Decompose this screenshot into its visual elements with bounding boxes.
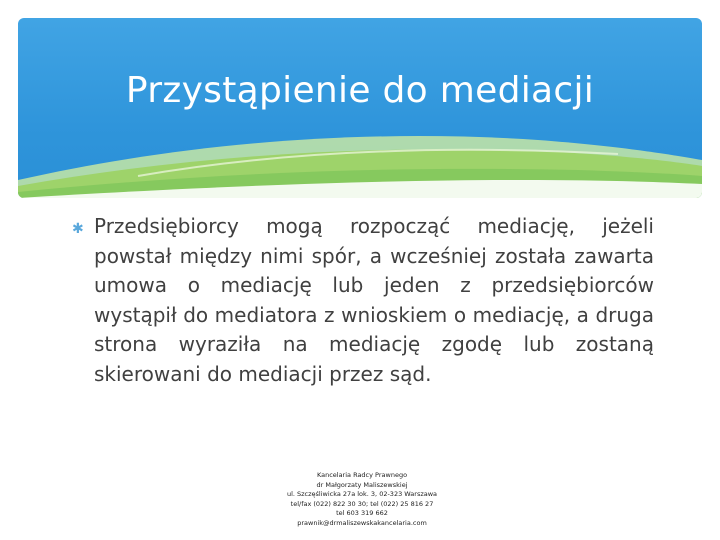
title-banner <box>18 18 702 198</box>
bullet-list <box>72 212 654 389</box>
footer-line: Kancelaria Radcy Prawnego <box>316 471 408 479</box>
footer-line: dr Małgorzaty Maliszewskiej <box>316 480 408 489</box>
footer-email: prawnik@drmaliszewskakancelaria.com <box>297 518 427 527</box>
footer-line: ul. Szczęśliwicka 27a lok. 3, 02-323 Warszawa <box>286 490 438 499</box>
asterisk-bullet-icon: ✱ <box>72 220 84 236</box>
footer-line: tel 603 319 662 <box>336 509 388 518</box>
slide-title: Przystąpienie do mediacji <box>125 70 595 111</box>
footer-contact <box>262 471 462 529</box>
bullet-text: Przedsiębiorcy mogą rozpocząć mediację, jeżeli powstał między nimi spór, a wcześniej została zawarta umowa o mediację lub jeden z przedsiębiorców wystąpił do mediatora z wnioskiem o mediację, a druga strona wyraziła na mediację zgodę lub zostaną skierowani do mediacji przez sąd. <box>94 214 654 386</box>
wave-decoration <box>18 118 702 198</box>
footer-line: tel/fax (022) 822 30 30; tel (022) 25 816 27 <box>290 499 434 508</box>
